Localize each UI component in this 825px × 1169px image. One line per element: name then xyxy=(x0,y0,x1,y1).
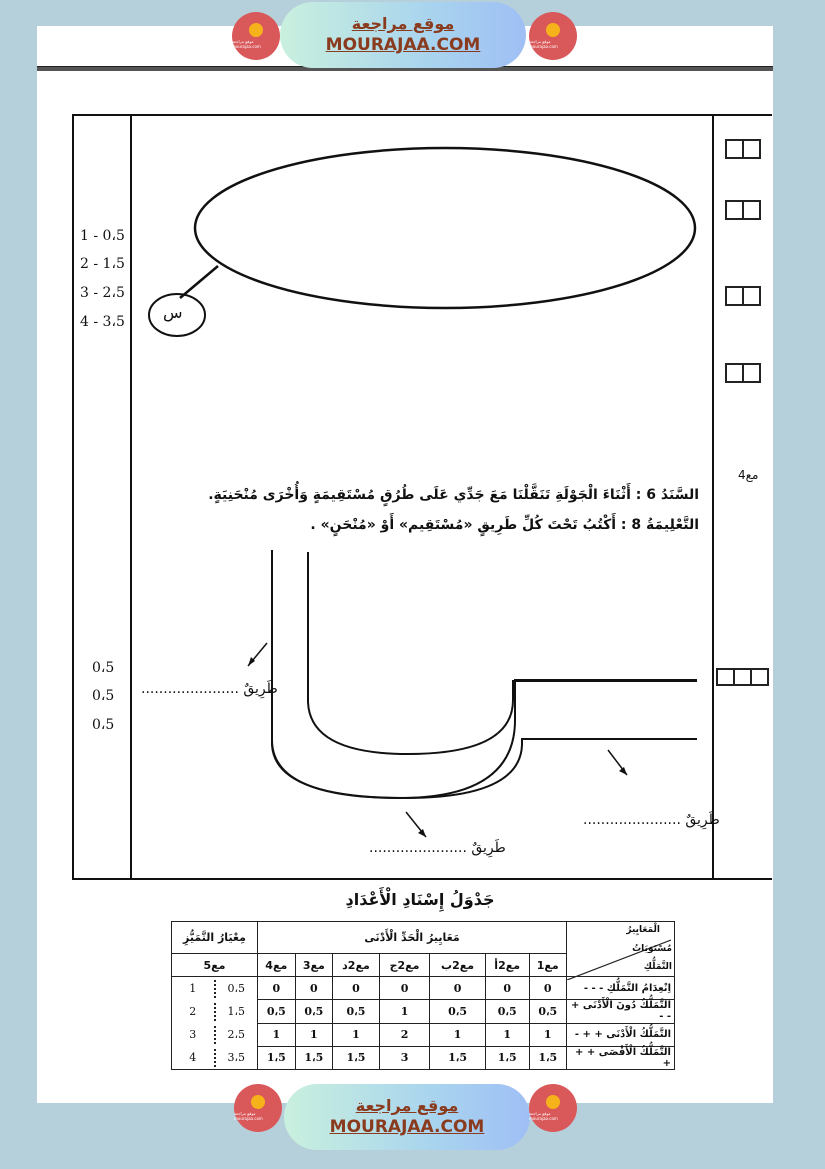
cell: 0 xyxy=(529,977,567,1000)
score-3: 3 - 2،5 xyxy=(80,285,125,301)
site-banner-top[interactable] xyxy=(280,2,526,68)
cell: 0 xyxy=(485,977,529,1000)
question-score-3: 0،5 xyxy=(92,717,115,733)
instruction-text: التَّعْلِيمَةُ 8 : أَكْتُبُ تَحْتَ كُلِّ طَرِيقٍ «مُسْتَقِيم» أَوْ «مُنْحَنٍ» . xyxy=(310,517,699,533)
cell: 1،5 xyxy=(485,1046,529,1069)
cell: 1 xyxy=(379,1000,429,1023)
cell: 1،5 xyxy=(529,1046,567,1069)
cell: 0 xyxy=(295,977,333,1000)
level-label: التَّمَلُّكُ الْأَقْصَى + + + xyxy=(567,1046,675,1069)
criterion-label: مع4 xyxy=(738,468,759,482)
cell: 1 xyxy=(529,1023,567,1046)
answer-box-3[interactable] xyxy=(725,286,761,306)
corner-mastery: التَّمَلُّكِ xyxy=(643,962,672,972)
col-header: مع2ج xyxy=(379,954,429,977)
col-header: مع3 xyxy=(295,954,333,977)
banner-latin: MOURAJAA.COM xyxy=(325,35,481,55)
ex-value: 2،5 xyxy=(227,1028,246,1041)
cell: 2 xyxy=(379,1023,429,1046)
question-score-1: 0،5 xyxy=(92,660,115,676)
cell: 0،5 xyxy=(295,1000,333,1023)
cell: 1،5 xyxy=(258,1046,296,1069)
cell: 0 xyxy=(430,977,486,1000)
ex-value: 0،5 xyxy=(227,982,246,995)
road-label-1 xyxy=(141,681,278,697)
score-4: 4 - 3،5 xyxy=(80,314,125,330)
question-score-2: 0،5 xyxy=(92,688,115,704)
ex-index: 3 xyxy=(189,1028,197,1041)
cell: 1،5 xyxy=(333,1046,380,1069)
site-logo-bottom-left: موقع مراجعة mourajaa.com xyxy=(234,1084,282,1132)
cell: 0،5 xyxy=(430,1000,486,1023)
cell: 1،5 xyxy=(430,1046,486,1069)
road-label-1-text: طَرِيقٌ xyxy=(243,681,278,697)
road-label-2-text: طَرِيقٌ xyxy=(685,812,720,828)
ex-index: 2 xyxy=(189,1005,197,1018)
level-label: التَّمَلُّكُ الْأَدْنَى + + - xyxy=(567,1023,675,1046)
site-logo-left: موقع مراجعة mourajaa.com xyxy=(232,12,280,60)
small-circle-label: س xyxy=(163,303,183,322)
cell: 0،5 xyxy=(333,1000,380,1023)
cell: 1 xyxy=(258,1023,296,1046)
col-header: مع2د xyxy=(333,954,380,977)
excellence-cell xyxy=(172,977,258,1070)
cell: 1 xyxy=(485,1023,529,1046)
site-logo-right: موقع مراجعة mourajaa.com xyxy=(529,12,577,60)
cell: 0 xyxy=(379,977,429,1000)
road-label-3 xyxy=(369,840,506,856)
answer-box-2[interactable] xyxy=(725,200,761,220)
col-header: مع2أ xyxy=(485,954,529,977)
banner-bottom-latin: MOURAJAA.COM xyxy=(329,1117,485,1137)
cell: 0،5 xyxy=(258,1000,296,1023)
cell: 0 xyxy=(333,977,380,1000)
road-answer-1[interactable]: ...................... xyxy=(141,681,239,697)
ex-index: 1 xyxy=(189,982,197,995)
concept-diagram xyxy=(140,120,710,350)
score-2: 2 - 1،5 xyxy=(80,256,125,272)
cell: 1 xyxy=(333,1023,380,1046)
col-header: مع4 xyxy=(258,954,296,977)
cell: 1 xyxy=(430,1023,486,1046)
road-answer-2[interactable]: ...................... xyxy=(583,812,681,828)
level-label: اِنْعِدَامُ التَّمَلُّكِ - - - xyxy=(567,977,675,1000)
cell: 0،5 xyxy=(485,1000,529,1023)
ex-value: 3،5 xyxy=(227,1051,246,1064)
level-label: التَّمَلُّكُ دُونَ الْأَدْنَى + - - xyxy=(567,1000,675,1023)
cell: 0،5 xyxy=(529,1000,567,1023)
road-label-2 xyxy=(583,812,720,828)
road-answer-3[interactable]: ...................... xyxy=(369,840,467,856)
answer-box-criterion-4[interactable] xyxy=(716,668,769,686)
criteria-column-divider xyxy=(712,114,714,880)
banner-arabic: موقع مراجعة xyxy=(351,14,455,33)
answer-box-1[interactable] xyxy=(725,139,761,159)
ex-value: 1،5 xyxy=(227,1005,246,1018)
excellence-col-header: مع5 xyxy=(172,954,258,977)
col-header: مع1 xyxy=(529,954,567,977)
score-1: 1 - 0،5 xyxy=(80,228,125,244)
excellence-header: مِعْيَارُ التَّمَيُّزِ xyxy=(172,922,258,954)
grading-table-title: جَدْوَلُ إِسْنَادِ الْأَعْدَادِ xyxy=(345,890,495,909)
min-criteria-header: مَعَايِيرُ الْحَدِّ الْأَدْنَى xyxy=(258,922,567,954)
ex-index: 4 xyxy=(189,1051,197,1064)
corner-criteria: الْمَعَايِيرُ xyxy=(626,925,660,935)
site-logo-bottom-right: موقع مراجعة mourajaa.com xyxy=(529,1084,577,1132)
cell: 3 xyxy=(379,1046,429,1069)
col-header: مع2ب xyxy=(430,954,486,977)
roads-drawing xyxy=(130,540,712,880)
road-label-3-text: طَرِيقٌ xyxy=(471,840,506,856)
grading-table xyxy=(171,921,675,1070)
cell: 0 xyxy=(258,977,296,1000)
corner-levels: مُسْتَوَيَاتُ xyxy=(632,944,672,954)
answer-box-4[interactable] xyxy=(725,363,761,383)
site-banner-bottom[interactable] xyxy=(284,1084,530,1150)
banner-bottom-arabic: موقع مراجعة xyxy=(355,1096,459,1115)
document-text: السَّنَدُ 6 : أَثْنَاءَ الْجَوْلَةِ تَنَقَّلْنَا مَعَ جَدِّي عَلَى طُرُقٍ مُسْتَقِيمَةٍ وَأُخْرَى مُنْحَنِيَةٍ. xyxy=(208,487,699,503)
cell: 1 xyxy=(295,1023,333,1046)
cell: 1،5 xyxy=(295,1046,333,1069)
corner-header xyxy=(567,922,675,977)
